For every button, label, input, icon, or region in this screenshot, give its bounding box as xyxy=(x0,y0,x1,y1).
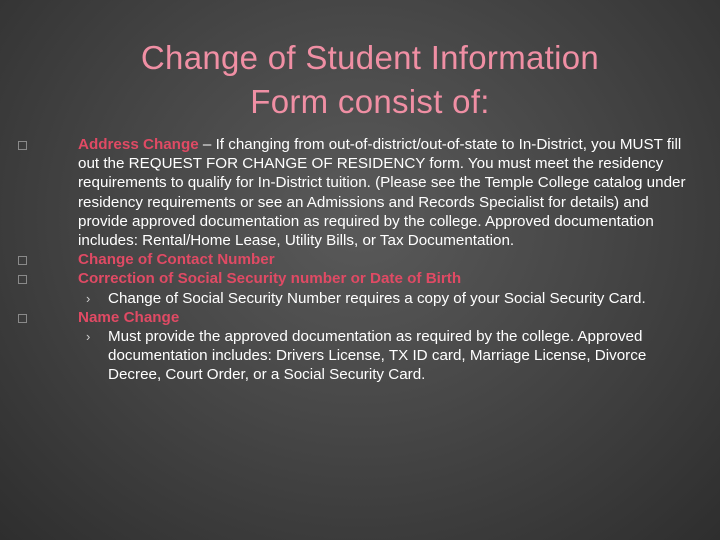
item-heading: Correction of Social Security number or Date of Birth xyxy=(78,270,462,288)
chevron-right-icon: › xyxy=(86,329,91,345)
item-text: – If changing from out-of-district/out-of-state to In-District, you MUST fill out the REQUEST FOR CHANGE OF RESIDENCY form. You must meet the residency requirements to qualify for In-District tuition. (Please see the Temple College catalog under residency requirements or see an Admissions and Records Specialist for details) and provide approved documentation as required by the college. Approved documentation includes: Rental/Home Lease, Utility Bills, or Tax Documentation. xyxy=(78,136,686,250)
sub-item-name xyxy=(48,327,688,385)
list-item-name-change xyxy=(48,308,688,327)
square-bullet-icon xyxy=(18,141,27,150)
item-heading: Address Change xyxy=(78,136,199,153)
title-line-2: Form consist of: xyxy=(250,83,490,120)
square-bullet-icon xyxy=(18,314,27,323)
sub-item-text: Change of Social Security Number requires a copy of your Social Security Card. xyxy=(108,289,646,307)
item-heading: Name Change xyxy=(78,308,180,326)
slide-title xyxy=(60,36,680,124)
list-item-ssn-dob xyxy=(48,269,688,288)
item-heading: Change of Contact Number xyxy=(78,251,275,269)
sub-item-ssn xyxy=(48,289,688,308)
square-bullet-icon xyxy=(18,275,27,284)
slide-content xyxy=(48,135,688,385)
list-item-contact-number xyxy=(48,250,688,269)
chevron-right-icon: › xyxy=(86,290,91,306)
sub-item-text: Must provide the approved documentation as required by the college. Approved documentation includes: Drivers License, TX ID card, Marriage License, Divorce Decree, Court Order, or a Social Security Card. xyxy=(108,328,647,384)
title-line-1: Change of Student Information xyxy=(140,39,600,76)
square-bullet-icon xyxy=(18,256,27,265)
list-item-address-change xyxy=(48,135,688,250)
